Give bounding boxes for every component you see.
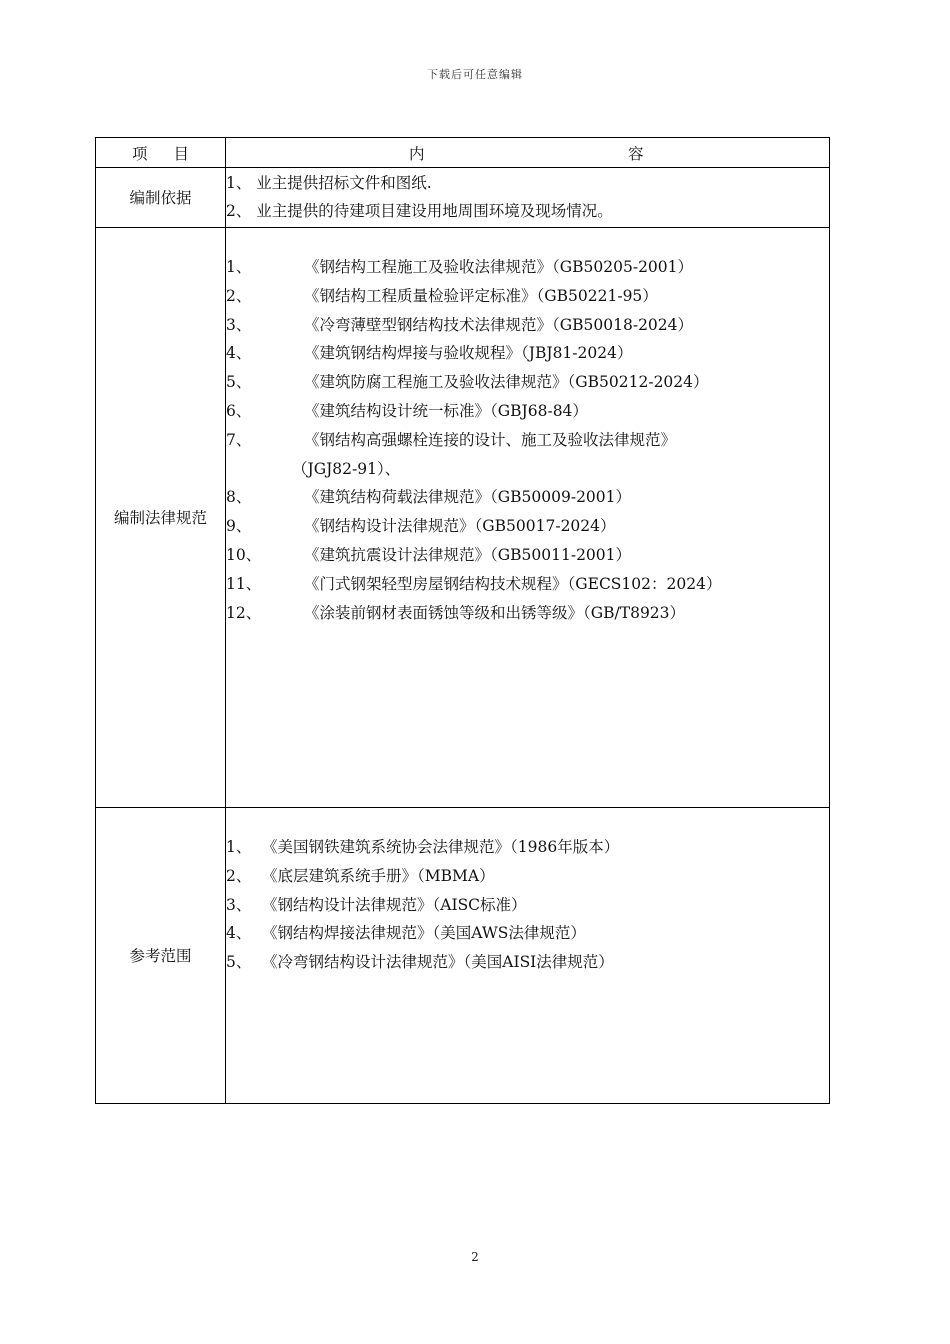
norm-item bbox=[226, 339, 829, 368]
norm-number: 7、 bbox=[226, 430, 252, 449]
norm-item bbox=[226, 426, 829, 455]
table-row-basis bbox=[96, 168, 830, 228]
norm-text: 《钢结构设计法律规范》（GB50017-2024） bbox=[304, 517, 616, 536]
norm-number: 8、 bbox=[226, 488, 252, 507]
norm-number: 4、 bbox=[226, 344, 252, 363]
norms-content bbox=[226, 228, 830, 808]
page-number: 2 bbox=[471, 1250, 479, 1264]
ref-item bbox=[226, 833, 829, 862]
norm-item-continuation: （JGJ82-91）、 bbox=[292, 459, 401, 478]
norm-item bbox=[226, 368, 829, 397]
page-header: 下载后可任意编辑 bbox=[427, 68, 523, 81]
header-item-cell bbox=[96, 138, 226, 168]
norm-number: 1、 bbox=[226, 258, 252, 276]
norm-text: 《冷弯薄壁型钢结构技术法律规范》（GB50018-2024） bbox=[304, 315, 694, 334]
norm-text: 《钢结构高强螺栓连接的设计、施工及验收法律规范》 bbox=[304, 430, 677, 449]
norm-text: 《钢结构工程质量检验评定标准》（GB50221-95） bbox=[304, 286, 658, 305]
ref-text: 《冷弯钢结构设计法律规范》（美国AISI法律规范） bbox=[262, 953, 614, 972]
norm-number: 2、 bbox=[226, 286, 252, 305]
norm-text: 《门式钢架轻型房屋钢结构技术规程》（GECS102：2024） bbox=[304, 574, 722, 593]
basis-label: 编制依据 bbox=[96, 168, 226, 228]
header-item-char-1: 项 bbox=[131, 144, 148, 163]
norm-number: 12、 bbox=[226, 603, 262, 622]
refs-label: 参考范围 bbox=[96, 808, 226, 1104]
header-content-char-2: 容 bbox=[628, 145, 644, 163]
ref-number: 5、 bbox=[226, 953, 252, 972]
norm-text: 《涂装前钢材表面锈蚀等级和出锈等级》（GB/T8923） bbox=[304, 603, 686, 622]
norm-item bbox=[226, 512, 829, 541]
norm-item bbox=[226, 599, 829, 628]
norm-text: 《建筑钢结构焊接与验收规程》（JBJ81-2024） bbox=[304, 344, 633, 363]
refs-content bbox=[226, 808, 830, 1104]
table-row-refs bbox=[96, 808, 830, 1104]
ref-number: 2、 bbox=[226, 866, 252, 885]
ref-item bbox=[226, 891, 829, 920]
norm-item bbox=[226, 253, 829, 282]
ref-text: 《底层建筑系统手册》（MBMA） bbox=[262, 866, 495, 885]
basis-item: 2、 业主提供的待建项目建设用地周围环境及现场情况。 bbox=[226, 202, 613, 220]
norm-item bbox=[226, 483, 829, 512]
basis-content bbox=[226, 168, 830, 228]
norm-text: 《建筑防腐工程施工及验收法律规范》（GB50212-2024） bbox=[304, 373, 709, 392]
basis-item: 1、 业主提供招标文件和图纸. bbox=[226, 174, 432, 192]
table-header-row bbox=[96, 138, 830, 168]
ref-text: 《钢结构设计法律规范》（AISC标准） bbox=[262, 895, 527, 914]
norm-number: 10、 bbox=[226, 545, 262, 564]
norm-item bbox=[226, 282, 829, 311]
ref-number: 4、 bbox=[226, 924, 252, 943]
norm-item bbox=[226, 570, 829, 599]
norm-number: 11、 bbox=[226, 574, 262, 593]
header-content-char-1: 内 bbox=[409, 145, 425, 163]
norm-text: 《建筑抗震设计法律规范》（GB50011-2001） bbox=[304, 545, 632, 564]
norm-item bbox=[226, 397, 829, 426]
norms-label: 编制法律规范 bbox=[96, 228, 226, 808]
ref-item bbox=[226, 862, 829, 891]
ref-text: 《钢结构焊接法律规范》（美国AWS法律规范） bbox=[262, 924, 586, 943]
norm-item bbox=[226, 541, 829, 570]
norm-number: 6、 bbox=[226, 401, 252, 420]
norm-number: 5、 bbox=[226, 373, 252, 392]
table-row-norms bbox=[96, 228, 830, 808]
norm-text: 《建筑结构设计统一标准》（GBJ68-84） bbox=[304, 401, 588, 420]
ref-text: 《美国钢铁建筑系统协会法律规范》（1986年版本） bbox=[262, 838, 620, 856]
norm-number: 3、 bbox=[226, 315, 252, 334]
norm-text: 《钢结构工程施工及验收法律规范》（GB50205-2001） bbox=[304, 258, 694, 276]
ref-item bbox=[226, 948, 829, 977]
norm-number: 9、 bbox=[226, 517, 252, 536]
spec-table bbox=[95, 137, 830, 1104]
norm-item bbox=[226, 311, 829, 340]
ref-item bbox=[226, 919, 829, 948]
norm-text: 《建筑结构荷载法律规范》（GB50009-2001） bbox=[304, 488, 632, 507]
ref-number: 1、 bbox=[226, 838, 252, 856]
header-content-cell bbox=[226, 138, 830, 168]
ref-number: 3、 bbox=[226, 895, 252, 914]
header-item-char-2: 目 bbox=[173, 144, 190, 163]
